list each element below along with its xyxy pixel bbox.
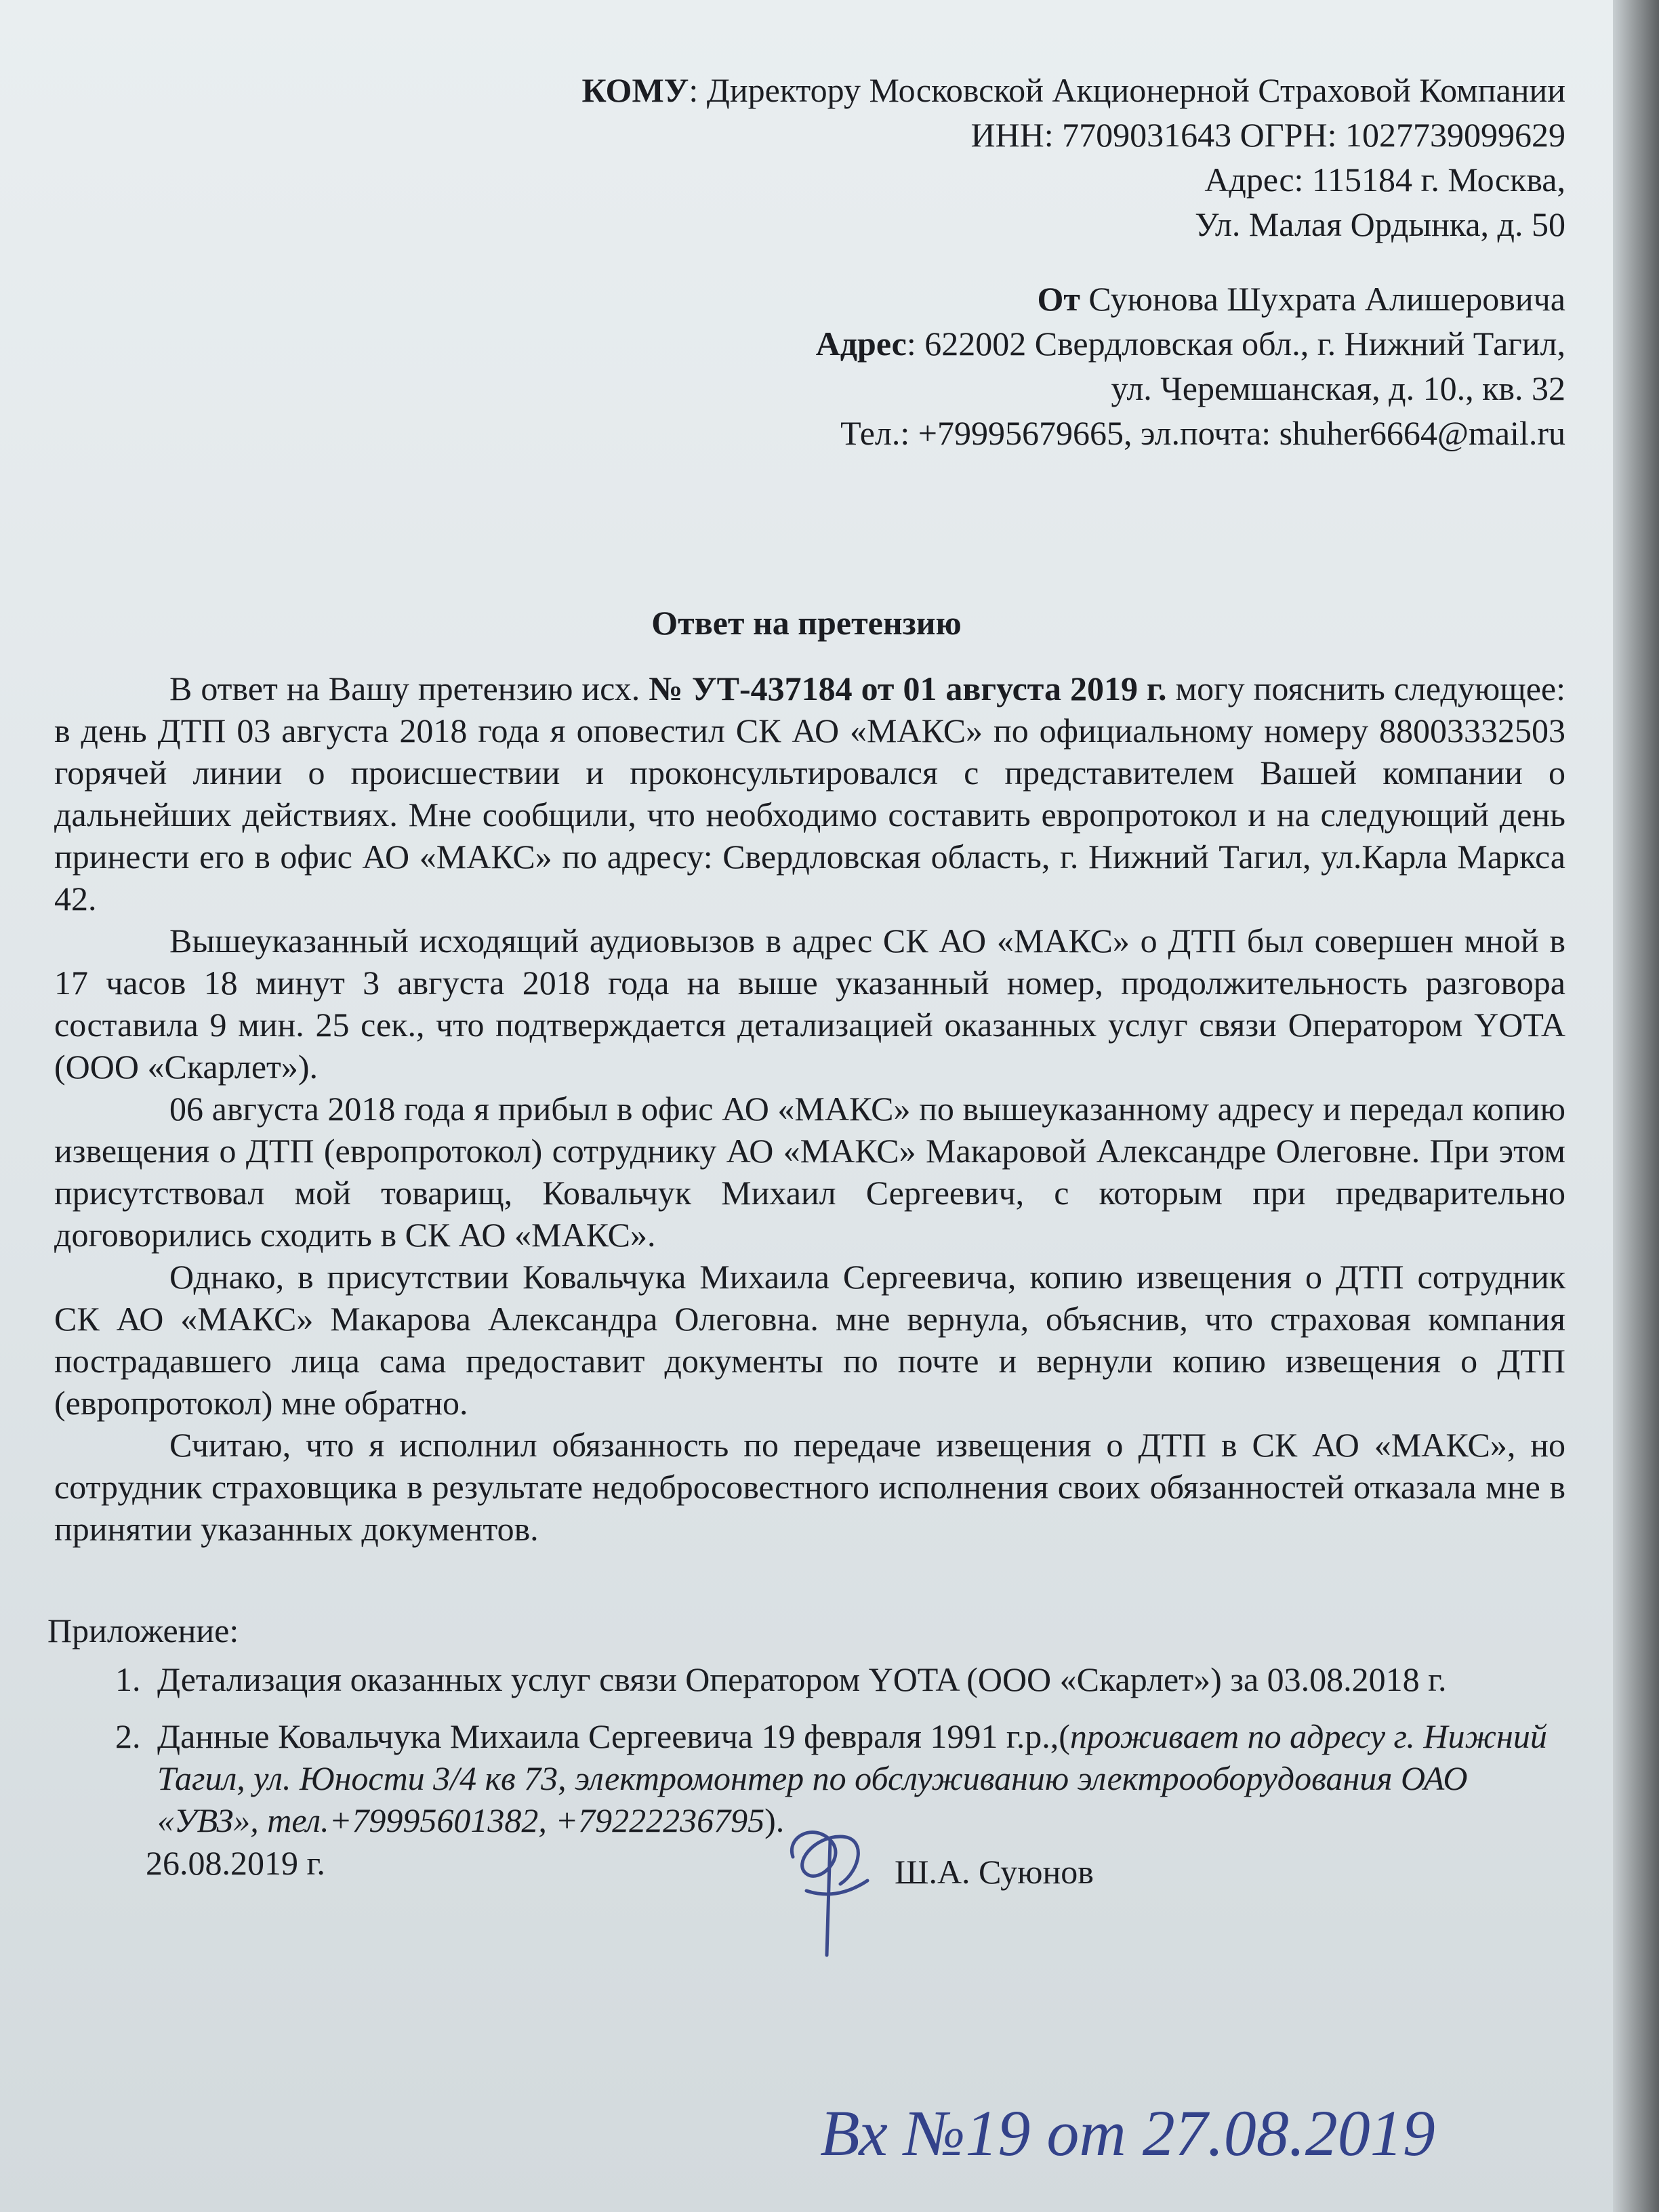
signer-name: Ш.А. Суюнов bbox=[895, 1853, 1094, 1891]
handwritten-registration-note bbox=[813, 2087, 1464, 2206]
paragraph-4: Однако, в присутствии Ковальчука Михаила Сергеевича, копию извещения о ДТП сотрудник СК АО «МАКС» Макарова Александра Олеговна. мне вернула, объяснив, что страховая компания пострадавшего лица сама предоставит документы по почте и вернули копию извещения о ДТП (европротокол) мне обратно. bbox=[54, 1258, 1565, 1422]
recipient-address-2: Ул. Малая Ордынка, д. 50 bbox=[1195, 205, 1565, 243]
appendix-label: Приложение: bbox=[47, 1612, 239, 1650]
sender-contacts: Тел.: +79995679665, эл.почта: shuher6664@mail.ru bbox=[840, 414, 1565, 452]
paragraph-5: Считаю, что я исполнил обязанность по передаче извещения о ДТП в СК АО «МАКС», но сотрудник страховщика в результате недобросовестного исполнения своих обязанностей отказала мне в принятии указанных документов. bbox=[54, 1426, 1565, 1548]
document-date: 26.08.2019 г. bbox=[146, 1844, 325, 1882]
paragraph-1: В ответ на Вашу претензию исх. № УТ-437184 от 01 августа 2019 г. могу пояснить следующее: в день ДТП 03 августа 2018 года я оповестил СК АО «МАКС» по официальному номеру 88003332503 горячей линии о происшествии и проконсультировался с представителем Вашей компании о дальнейших действиях. Мне сообщили, что необходимо составить европротокол и на следующий день принести его в офис АО «МАКС» по адресу: Свердловская область, г. Нижний Тагил, ул.Карла Маркса 42. bbox=[54, 670, 1566, 918]
recipient-address-1: Адрес: 115184 г. Москва, bbox=[1204, 161, 1565, 199]
appendix-item-2: 2. Данные Ковальчука Михаила Сергеевича 19 февраля 1991 г.р.,(проживает по адресу г. Нижний Тагил, ул. Юности 3/4 кв 73, электромонтер по обслуживанию электрооборудования ОАО «УВЗ», тел.+79995601382, +79222236795). bbox=[149, 1715, 1552, 1841]
signature-icon bbox=[766, 1809, 888, 1965]
letter-body bbox=[54, 668, 1565, 1550]
recipient-line: КОМУ: Директору Московской Акционерной Страховой Компании bbox=[581, 71, 1565, 109]
paper-stack-edge bbox=[1613, 0, 1659, 2212]
addressee-block bbox=[278, 68, 1565, 455]
sender-line: От Суюнова Шухрата Алишеровича bbox=[1037, 280, 1565, 318]
sender-address-1: Адрес: 622002 Свердловская обл., г. Нижний Тагил, bbox=[815, 325, 1565, 363]
paragraph-2: Вышеуказанный исходящий аудиовызов в адрес СК АО «МАКС» о ДТП был совершен мной в 17 часов 18 минут 3 августа 2018 года на выше указанный номер, продолжительность разговора составила 9 мин. 25 сек., что подтверждается детализацией оказанных услуг связи Оператором YOTA (ООО «Скарлет»). bbox=[54, 922, 1565, 1086]
registration-note-drawing bbox=[813, 2087, 1464, 2203]
recipient-inn-ogrn: ИНН: 7709031643 ОГРН: 1027739099629 bbox=[970, 116, 1565, 154]
appendix-item-1: 1. Детализация оказанных услуг связи Оператором YOTA (ООО «Скарлет») за 03.08.2018 г. bbox=[149, 1658, 1552, 1700]
document-title: Ответ на претензию bbox=[651, 604, 962, 642]
svg-text:Вх №19 от 27.08.2019: Вх №19 от 27.08.2019 bbox=[820, 2097, 1435, 2169]
paragraph-3: 06 августа 2018 года я прибыл в офис АО «МАКС» по вышеуказанному адресу и передал копию извещения о ДТП (европротокол) сотруднику АО «МАКС» Макаровой Александре Олеговне. При этом присутствовал мой товарищ, Ковальчук Михаил Сергеевич, с которым при предварительно договорились сходить в СК АО «МАКС». bbox=[54, 1090, 1565, 1254]
sender-address-2: ул. Черемшанская, д. 10., кв. 32 bbox=[1111, 369, 1565, 407]
